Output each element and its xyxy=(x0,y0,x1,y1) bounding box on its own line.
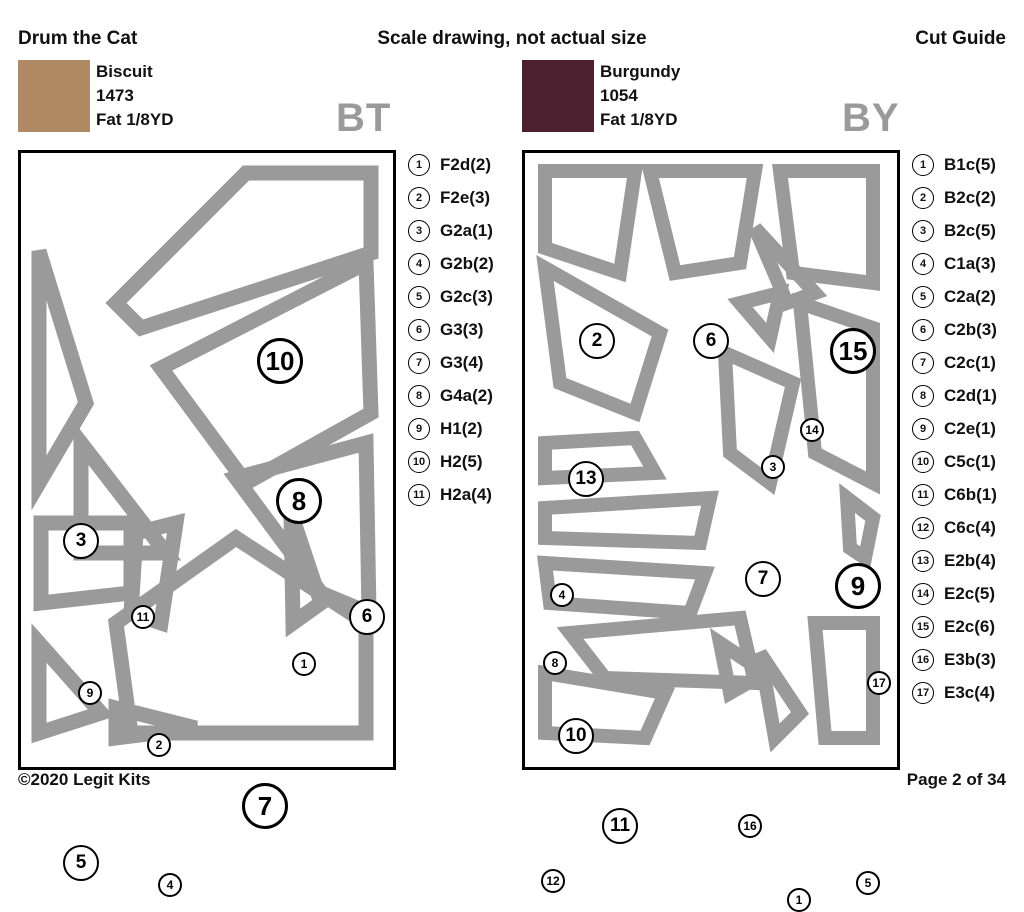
legend-row xyxy=(912,247,997,280)
legend-label: F2e(3) xyxy=(440,187,491,207)
legend-badge-10: 10 xyxy=(408,451,430,473)
legend-row xyxy=(912,346,997,379)
piece-marker-7: 7 xyxy=(745,561,781,597)
legend-row xyxy=(912,577,997,610)
legend-badge-6: 6 xyxy=(408,319,430,341)
legend-label: G2c(3) xyxy=(440,286,493,306)
copyright-text: ©2020 Legit Kits xyxy=(18,770,151,789)
legend-badge-3: 3 xyxy=(408,220,430,242)
legend-by xyxy=(912,148,997,709)
legend-row xyxy=(912,511,997,544)
fabric-swatch-burgundy xyxy=(522,60,594,132)
fabric-cut: Fat 1/8YD xyxy=(600,110,678,129)
legend-badge-9: 9 xyxy=(912,418,934,440)
legend-badge-3: 3 xyxy=(912,220,934,242)
legend-label: G3(3) xyxy=(440,319,484,339)
page-header xyxy=(0,28,1024,54)
legend-label: G2b(2) xyxy=(440,253,494,273)
scale-note: Scale drawing, not actual size xyxy=(377,28,647,49)
legend-label: B2c(2) xyxy=(944,187,996,207)
piece-marker-4: 4 xyxy=(550,583,574,607)
legend-label: C2d(1) xyxy=(944,385,997,405)
piece-marker-12: 12 xyxy=(541,869,565,893)
piece-marker-1: 1 xyxy=(292,652,316,676)
legend-label: C2e(1) xyxy=(944,418,996,438)
fabric-name: Burgundy xyxy=(600,62,681,81)
legend-badge-8: 8 xyxy=(912,385,934,407)
legend-row xyxy=(408,247,494,280)
piece-marker-10: 10 xyxy=(558,718,594,754)
legend-row xyxy=(912,280,997,313)
legend-row xyxy=(408,214,494,247)
legend-row xyxy=(408,148,494,181)
legend-row xyxy=(912,412,997,445)
plate-code-bt: BT xyxy=(336,96,392,140)
legend-badge-4: 4 xyxy=(912,253,934,275)
legend-label: F2d(2) xyxy=(440,154,491,174)
legend-label: C1a(3) xyxy=(944,253,996,273)
fabric-number: 1054 xyxy=(600,86,638,105)
piece-marker-2: 2 xyxy=(579,323,615,359)
legend-badge-7: 7 xyxy=(912,352,934,374)
legend-label: B1c(5) xyxy=(944,154,996,174)
legend-label: C5c(1) xyxy=(944,451,996,471)
piece-marker-5: 5 xyxy=(63,845,99,881)
legend-badge-2: 2 xyxy=(408,187,430,209)
legend-label: B2c(5) xyxy=(944,220,996,240)
piece-marker-16: 16 xyxy=(738,814,762,838)
legend-row xyxy=(408,313,494,346)
legend-badge-13: 13 xyxy=(912,550,934,572)
plate-code-by: BY xyxy=(842,96,900,140)
legend-badge-12: 12 xyxy=(912,517,934,539)
legend-badge-5: 5 xyxy=(912,286,934,308)
legend-badge-6: 6 xyxy=(912,319,934,341)
legend-bt xyxy=(408,148,494,511)
piece-marker-11: 11 xyxy=(131,605,155,629)
legend-badge-15: 15 xyxy=(912,616,934,638)
legend-label: H2a(4) xyxy=(440,484,492,504)
legend-label: E2c(6) xyxy=(944,616,996,636)
legend-badge-9: 9 xyxy=(408,418,430,440)
legend-badge-7: 7 xyxy=(408,352,430,374)
legend-label: G3(4) xyxy=(440,352,484,372)
piece-marker-15: 15 xyxy=(830,328,876,374)
legend-row xyxy=(912,478,997,511)
piece-marker-13: 13 xyxy=(568,461,604,497)
legend-row xyxy=(408,445,494,478)
fabric-cut: Fat 1/8YD xyxy=(96,110,174,129)
piece-marker-4: 4 xyxy=(158,873,182,897)
cut-guide-title: Cut Guide xyxy=(915,28,1006,49)
cut-pieces-by xyxy=(525,153,891,761)
legend-label: C2c(1) xyxy=(944,352,996,372)
piece-marker-14: 14 xyxy=(800,418,824,442)
legend-row xyxy=(408,346,494,379)
legend-label: C2b(3) xyxy=(944,319,997,339)
piece-marker-8: 8 xyxy=(543,651,567,675)
page-footer xyxy=(0,770,1024,794)
piece-marker-10: 10 xyxy=(257,338,303,384)
legend-label: G2a(1) xyxy=(440,220,493,240)
legend-badge-11: 11 xyxy=(912,484,934,506)
legend-label: E3c(4) xyxy=(944,682,996,702)
legend-row xyxy=(912,610,997,643)
fabric-info-burgundy xyxy=(600,60,680,132)
piece-marker-11: 11 xyxy=(602,808,638,844)
piece-marker-2: 2 xyxy=(147,733,171,757)
legend-label: C6c(4) xyxy=(944,517,996,537)
fabric-swatch-biscuit xyxy=(18,60,90,132)
legend-label: C6b(1) xyxy=(944,484,997,504)
legend-label: G4a(2) xyxy=(440,385,493,405)
legend-row xyxy=(912,379,997,412)
legend-row xyxy=(912,544,997,577)
legend-badge-11: 11 xyxy=(408,484,430,506)
legend-row xyxy=(912,181,997,214)
legend-label: E3b(3) xyxy=(944,649,996,669)
legend-badge-17: 17 xyxy=(912,682,934,704)
piece-marker-8: 8 xyxy=(276,478,322,524)
legend-row xyxy=(408,412,494,445)
legend-row xyxy=(912,313,997,346)
legend-badge-2: 2 xyxy=(912,187,934,209)
legend-badge-16: 16 xyxy=(912,649,934,671)
legend-row xyxy=(912,148,997,181)
legend-row xyxy=(912,643,997,676)
legend-badge-1: 1 xyxy=(912,154,934,176)
legend-badge-8: 8 xyxy=(408,385,430,407)
cut-layout-by xyxy=(522,150,900,907)
legend-label: C2a(2) xyxy=(944,286,996,306)
legend-row xyxy=(912,214,997,247)
legend-label: H1(2) xyxy=(440,418,483,438)
legend-label: E2b(4) xyxy=(944,550,996,570)
legend-row xyxy=(912,445,997,478)
piece-marker-6: 6 xyxy=(693,323,729,359)
piece-marker-5: 5 xyxy=(856,871,880,895)
piece-marker-9: 9 xyxy=(835,563,881,609)
legend-badge-5: 5 xyxy=(408,286,430,308)
legend-label: H2(5) xyxy=(440,451,483,471)
piece-marker-6: 6 xyxy=(349,599,385,635)
piece-marker-17: 17 xyxy=(867,671,891,695)
fabric-info-biscuit xyxy=(96,60,173,132)
legend-row xyxy=(408,379,494,412)
piece-marker-7: 7 xyxy=(242,783,288,829)
piece-marker-9: 9 xyxy=(78,681,102,705)
legend-row xyxy=(408,280,494,313)
legend-badge-1: 1 xyxy=(408,154,430,176)
cut-pieces-bt xyxy=(21,153,387,761)
legend-badge-14: 14 xyxy=(912,583,934,605)
pattern-title: Drum the Cat xyxy=(18,28,138,49)
page-number: Page 2 of 34 xyxy=(906,770,1006,789)
legend-label: E2c(5) xyxy=(944,583,996,603)
legend-row xyxy=(408,181,494,214)
legend-row xyxy=(408,478,494,511)
legend-row xyxy=(912,676,997,709)
piece-marker-1: 1 xyxy=(787,888,811,912)
fabric-name: Biscuit xyxy=(96,62,153,81)
piece-marker-3: 3 xyxy=(63,523,99,559)
fabric-number: 1473 xyxy=(96,86,134,105)
legend-badge-4: 4 xyxy=(408,253,430,275)
legend-badge-10: 10 xyxy=(912,451,934,473)
piece-marker-3: 3 xyxy=(761,455,785,479)
